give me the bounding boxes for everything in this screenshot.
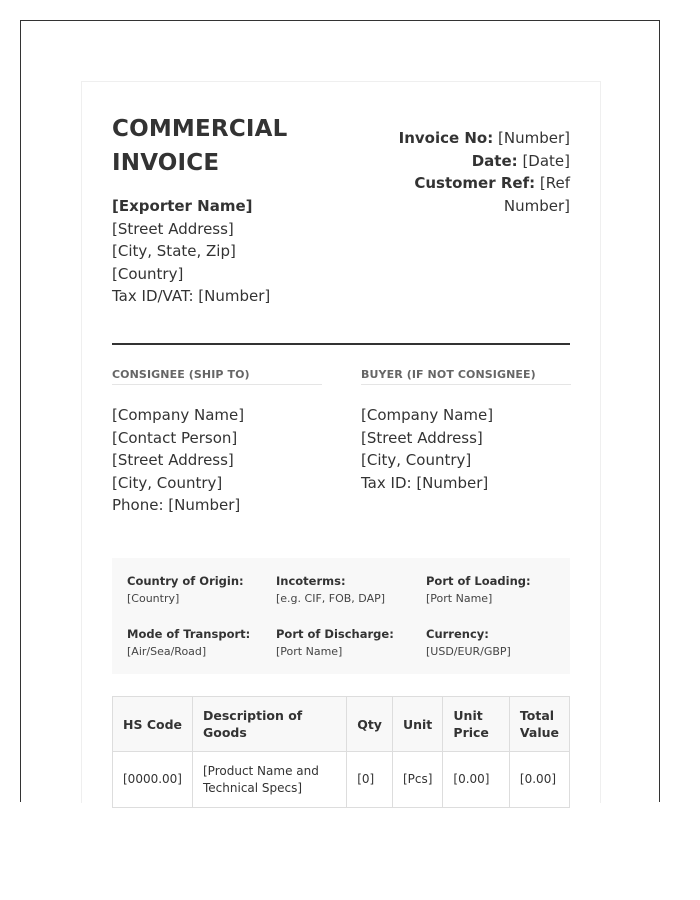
exporter-country: [Country]: [112, 264, 184, 283]
cell-description: [Product Name and Technical Specs]: [193, 752, 347, 808]
consignee-line: [Street Address]: [112, 451, 234, 469]
document-frame: [20, 20, 660, 802]
column-header-description: Description of Goods: [193, 697, 347, 752]
column-header-hs-code: HS Code: [113, 697, 193, 752]
items-header-row: [113, 697, 570, 752]
exporter-street: [Street Address]: [112, 219, 234, 238]
exporter-city: [City, State, Zip]: [112, 242, 236, 260]
invoice-sheet: [81, 81, 601, 803]
invoice-meta: [370, 127, 570, 217]
consignee-block: [112, 368, 322, 517]
buyer-line: Tax ID: [Number]: [361, 473, 489, 492]
consignee-line: [Company Name]: [112, 406, 245, 424]
column-header-qty: Qty: [347, 697, 393, 752]
exporter-name: [Exporter Name]: [112, 197, 253, 215]
buyer-heading: BUYER (IF NOT CONSIGNEE): [361, 368, 571, 385]
column-header-unit-price: Unit Price: [443, 697, 510, 752]
shipment-field-label: Port of Discharge:: [276, 627, 394, 641]
shipment-details: [112, 558, 570, 674]
shipment-field-label: Incoterms:: [276, 574, 346, 588]
consignee-line: [City, Country]: [112, 473, 223, 492]
shipment-field: [127, 573, 272, 607]
invoice-date-value: [Date]: [522, 151, 570, 170]
buyer-block: [361, 368, 571, 494]
invoice-number-label: Invoice No:: [398, 129, 494, 147]
cell-hs-code: [0000.00]: [113, 752, 193, 808]
shipment-field-label: Port of Loading:: [426, 574, 531, 588]
buyer-line: [Company Name]: [361, 406, 494, 424]
shipment-field-value: [Country]: [127, 592, 180, 605]
customer-ref-label: Customer Ref:: [414, 174, 536, 192]
invoice-date-line: [370, 150, 570, 173]
shipment-field-label: Mode of Transport:: [127, 627, 251, 641]
exporter-tax-id: Tax ID/VAT: [Number]: [112, 287, 271, 305]
shipment-field-value: [Port Name]: [426, 592, 493, 605]
consignee-address: [112, 404, 322, 517]
shipment-field: [276, 573, 421, 607]
buyer-line: [Street Address]: [361, 428, 483, 447]
buyer-line: [City, Country]: [361, 451, 472, 469]
buyer-address: [361, 404, 571, 494]
cell-unit: [Pcs]: [392, 752, 442, 808]
shipment-field-label: Country of Origin:: [127, 574, 244, 588]
column-header-unit: Unit: [392, 697, 442, 752]
exporter-block: [112, 195, 270, 308]
consignee-line: [Contact Person]: [112, 428, 238, 447]
shipment-field-label: Currency:: [426, 627, 489, 641]
invoice-title: COMMERCIAL INVOICE: [112, 116, 288, 176]
consignee-heading: CONSIGNEE (SHIP TO): [112, 368, 322, 385]
customer-ref-line: [370, 172, 570, 217]
consignee-line: Phone: [Number]: [112, 496, 241, 514]
column-header-total-value: Total Value: [509, 697, 569, 752]
cell-total-value: [0.00]: [509, 752, 569, 808]
cell-qty: [0]: [347, 752, 393, 808]
shipment-field: [276, 626, 421, 660]
shipment-field: [426, 626, 571, 660]
table-row: [113, 752, 570, 808]
shipment-field: [426, 573, 571, 607]
cell-unit-price: [0.00]: [443, 752, 510, 808]
header-divider: [112, 343, 570, 345]
invoice-number-line: [370, 127, 570, 150]
shipment-field: [127, 626, 272, 660]
invoice-date-label: Date:: [471, 151, 518, 170]
shipment-field-value: [e.g. CIF, FOB, DAP]: [276, 592, 386, 605]
shipment-field-value: [USD/EUR/GBP]: [426, 645, 511, 658]
items-table: [112, 696, 570, 808]
shipment-field-value: [Port Name]: [276, 645, 343, 658]
shipment-field-value: [Air/Sea/Road]: [127, 645, 207, 658]
invoice-number-value: [Number]: [498, 129, 570, 147]
customer-ref-value: [Ref Number]: [503, 174, 570, 215]
